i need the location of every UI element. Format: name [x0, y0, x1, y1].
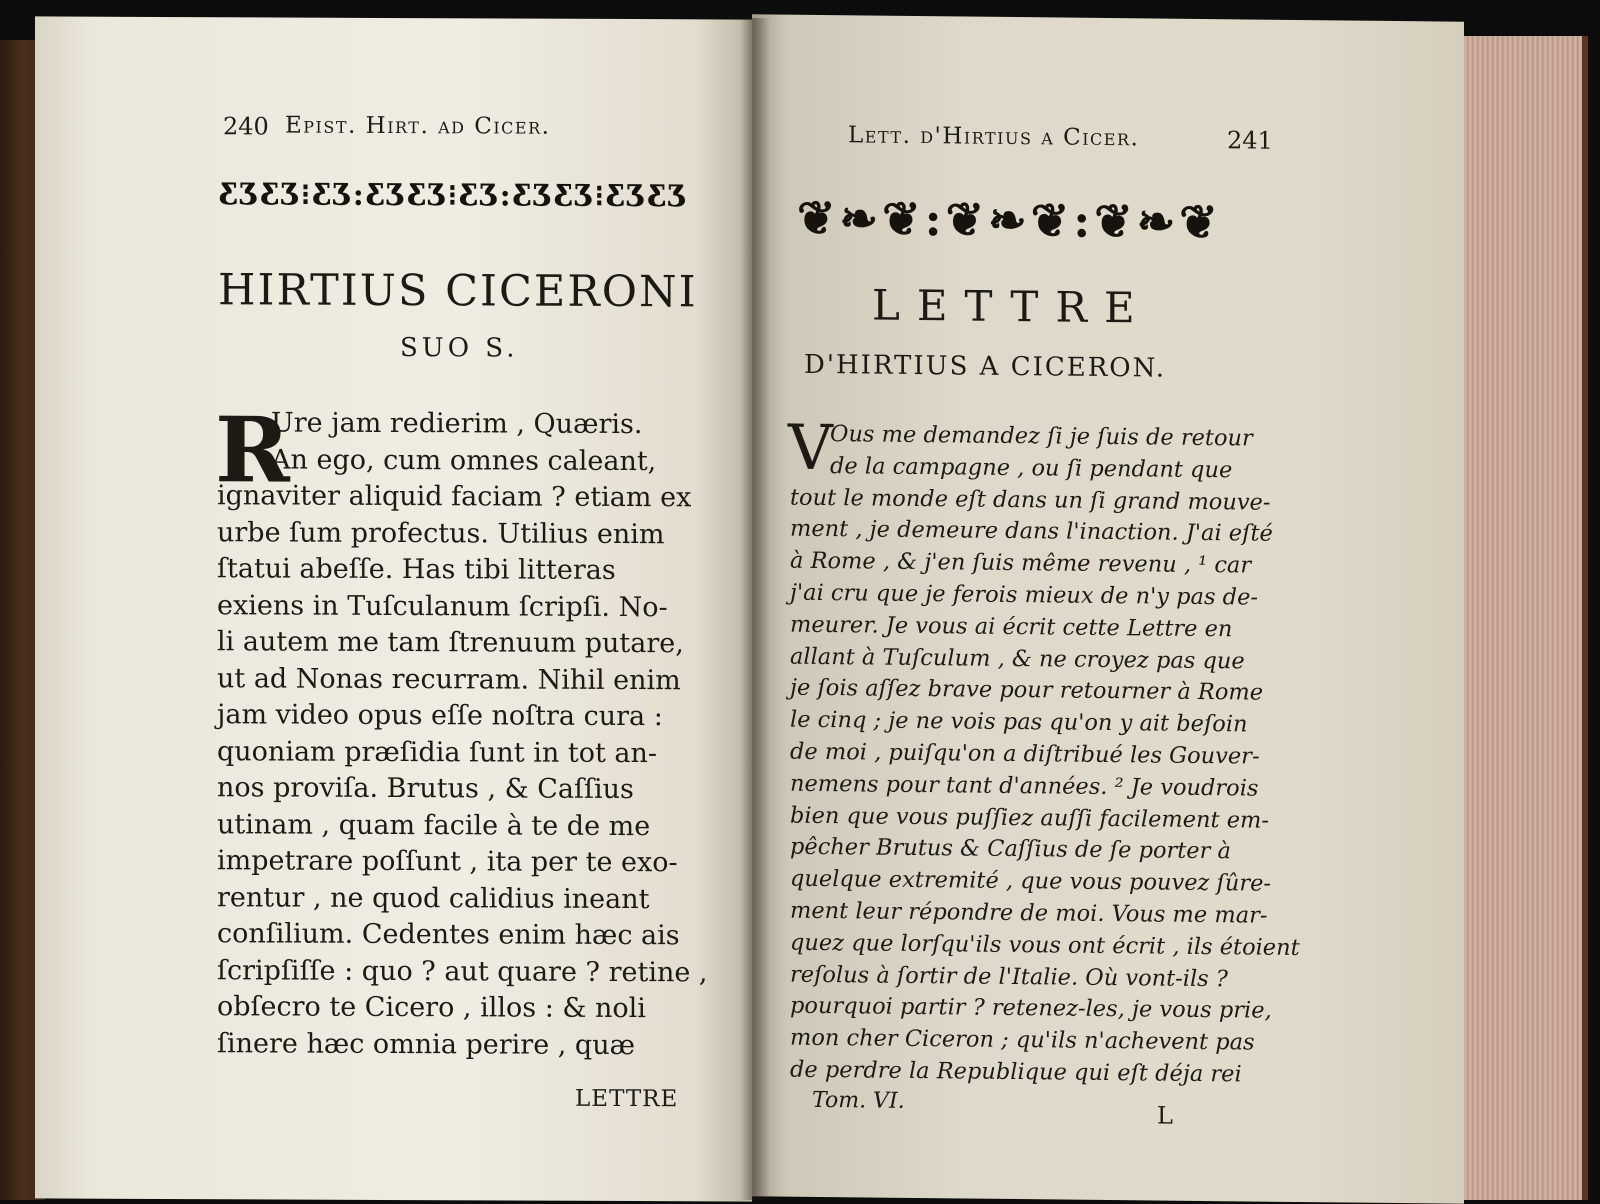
signature-tome: Tom. VI. [812, 1087, 905, 1114]
letter-subtitle-french: D'HIRTIUS A CICERON. [804, 349, 1166, 384]
letter-title-french: LETTRE [872, 280, 1152, 333]
text-line: quelque extremité , que vous pouvez ſûre- [790, 865, 1272, 897]
text-line: ignaviter aliquid faciam ? etiam ex [217, 480, 692, 514]
text-line: bien que vous puſſiez auſſi facilement em- [790, 802, 1269, 834]
text-line: mon cher Ciceron ; qu'ils n'achevent pas [790, 1024, 1255, 1056]
text-line: à Rome , & j'en ſuis même revenu , ¹ car [790, 547, 1252, 579]
text-line: meurer. Je vous ai écrit cette Lettre en [790, 611, 1233, 643]
text-line: li autem me tam ſtrenuum putare, [217, 626, 684, 660]
text-line: utinam , quam facile à te de me [217, 808, 651, 842]
book-gutter [740, 18, 770, 1200]
text-line: exiens in Tuſculanum ſcripſi. No- [217, 589, 668, 623]
open-book [0, 18, 1600, 1200]
french-text-body [788, 410, 1300, 1092]
text-line: Ous me demandez ſi je ſuis de retour [830, 421, 1253, 452]
text-line: ſtatui abeſſe. Has tibi litteras [217, 553, 616, 586]
letter-subtitle-latin: SUO S. [400, 333, 519, 364]
text-line: nemens pour tant d'années. ² Je voudrois [790, 770, 1259, 802]
text-line: allant à Tuſculum , & ne croyez pas que [790, 643, 1245, 675]
text-line: rentur , ne quod calidius ineant [217, 881, 650, 915]
text-line: ſcripſiſſe : quo ? aut quare ? retine , [217, 954, 708, 988]
left-page [35, 16, 752, 1201]
text-line: pourquoi partir ? retenez-les, je vous prie, [790, 993, 1272, 1025]
text-line: urbe ſum profectus. Utilius enim [217, 516, 665, 550]
text-line: jam video opus eſſe noſtra cura : [217, 699, 663, 733]
text-line: ment leur répondre de moi. Vous me mar- [790, 897, 1268, 929]
page-number-left: 240 [223, 112, 269, 141]
text-line: quez que lorſqu'ils vous ont écrit , ils étoient [790, 929, 1300, 961]
text-line: impetrare poſſunt , ita per te exo- [217, 845, 678, 879]
text-line: reſolus à ſortir de l'Italie. Où vont-ils ? [790, 961, 1228, 992]
ornament-left-icon: ƸƷƸƷ⁝ƸƷ:ƸƷƸƷ⁝ƸƷ:ƸƷƸƷ⁝ƸƷƸƷ [218, 177, 688, 215]
page-block-edge [1464, 36, 1588, 1200]
ornament-right-icon: ❦❧❦:❦❧❦:❦❧❦ [797, 190, 1222, 250]
text-line: conſilium. Cedentes enim hæc ais [217, 918, 680, 952]
text-line: de moi , puiſqu'on a diſtribué les Gouver- [790, 738, 1260, 770]
right-page [752, 14, 1464, 1203]
text-line: obſecro te Cicero , illos : & noli [217, 991, 646, 1025]
text-line: je ſois aſſez brave pour retourner à Rome [790, 675, 1264, 706]
signature-mark: L [1157, 1101, 1173, 1130]
text-line: An ego, cum omnes caleant, [271, 443, 657, 477]
text-line: ment , je demeure dans l'inaction. J'ai eſté [790, 516, 1273, 548]
catchword: LETTRE [575, 1085, 679, 1113]
text-line: de la campagne , ou ſi pendant que [830, 452, 1233, 484]
text-line: quoniam præſidia ſunt in tot an- [217, 735, 657, 769]
text-line: ſinere hæc omnia perire , quæ [217, 1027, 635, 1061]
text-line: le cinq ; je ne vois pas qu'on y ait beſoin [790, 706, 1248, 738]
text-line: Ure jam redierim , Quæris. [271, 407, 643, 441]
running-head-left: Epist. Hirt. ad Cicer. [285, 112, 551, 140]
text-line: tout le monde eſt dans un ſi grand mouve- [790, 484, 1271, 516]
text-line: ut ad Nonas recurram. Nihil enim [217, 662, 681, 696]
text-line: pêcher Brutus & Caſſius de ſe porter à [790, 834, 1231, 865]
drop-cap-left: R [215, 397, 290, 504]
latin-text-body [215, 397, 708, 1064]
page-number-right: 241 [1227, 126, 1273, 155]
text-line: nos proviſa. Brutus , & Caſſius [217, 772, 634, 806]
running-head-right: Lett. d'Hirtius a Cicer. [848, 122, 1140, 152]
drop-cap-right: V [788, 410, 833, 485]
letter-title-latin: HIRTIUS CICERONI [218, 265, 698, 318]
text-line: de perdre la Republique qui eſt déja rei [790, 1056, 1242, 1088]
text-line: j'ai cru que je ferois mieux de n'y pas de- [790, 579, 1258, 611]
